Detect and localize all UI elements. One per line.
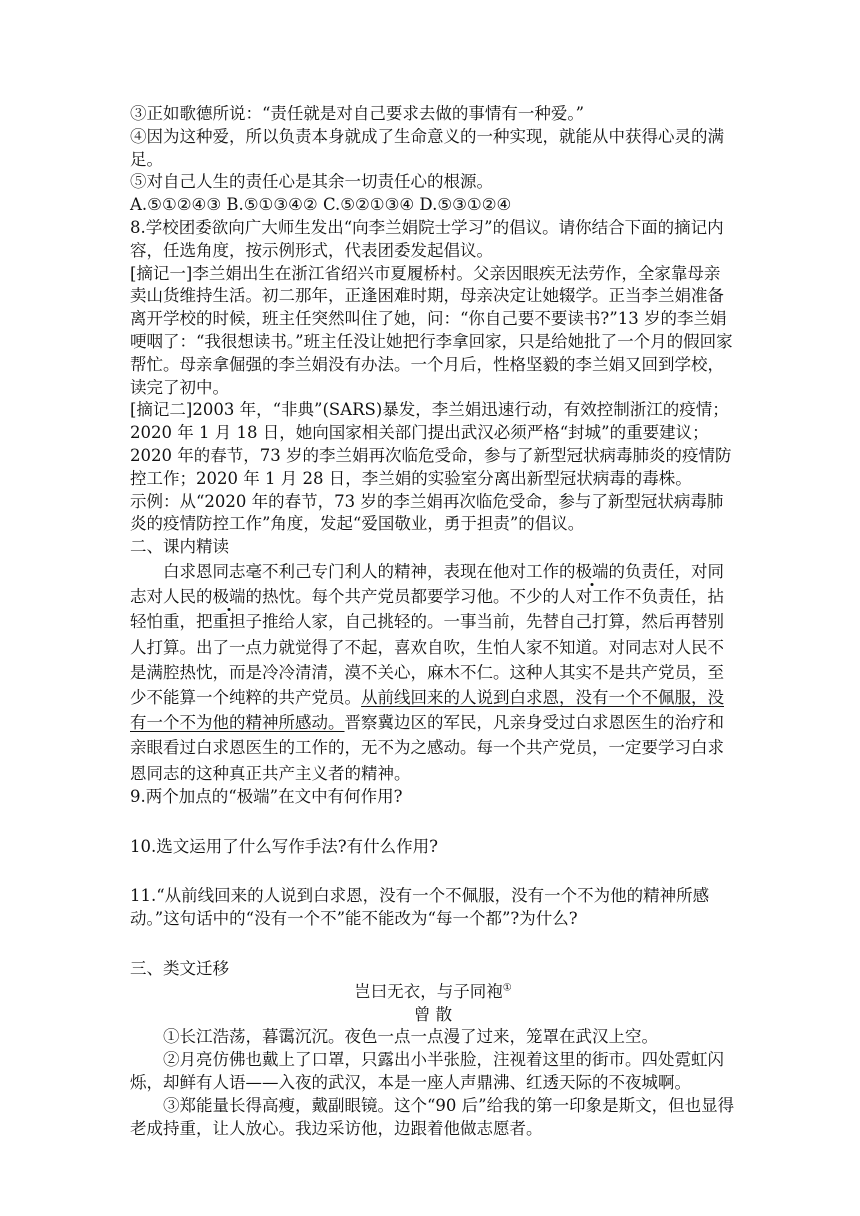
answer-space	[130, 931, 736, 958]
article-author: 曾 散	[413, 1004, 453, 1024]
article-paragraph-3: ③郑能量长得高瘦，戴副眼镜。这个“90 后”给我的第一印象是斯文，但也显得老成持重，让人放心。我边采访他，边跟着他做志愿者。	[130, 1095, 735, 1138]
answer-space	[130, 858, 736, 885]
article-title-text: 岂曰无衣，与子同袍	[354, 981, 503, 1001]
question-8: 8.学校团委欲向广大师生发出“向李兰娟院士学习”的倡议。请你结合下面的摘记内容，任选角度，按示例形式，代表团委发起倡议。	[130, 217, 724, 260]
question-10: 10.选文运用了什么写作手法?有什么作用?	[130, 836, 438, 856]
answer-space	[130, 809, 736, 836]
underlined-sentence: 从前线回来的人说到白求恩，没有一个不佩服，没有一个不为他的精神所感动。	[130, 687, 724, 733]
excerpt-1: [摘记一]李兰娟出生在浙江省绍兴市夏履桥村。父亲因眼疾无法劳作，全家靠母亲卖山货维持生活。初二那年，正逢困难时期，母亲决定让她辍学。正当李兰娟准备离开学校的时候，班主任突然叫住了她，问：“你自己要不要读书?”13 岁的李兰娟哽咽了：“我很想读书。”班主任没让她把行李拿回家，只是给她批了一个月的假回家帮忙。母亲拿倔强的李兰娟没有办法。一个月后，性格坚毅的李兰娟又回到学校，读完了初中。	[130, 263, 733, 397]
reading-passage	[130, 559, 736, 786]
option-item-4: ④因为这种爱，所以负责本身就成了生命意义的一种实现，就能从中获得心灵的满足。	[130, 126, 724, 169]
excerpt-2: [摘记二]2003 年，“非典”(SARS)暴发，李兰娟迅速行动，有效控制浙江的疫情；2020 年 1 月 18 日，她向国家相关部门提出武汉必须严格“封城”的重要建议；2020 年的春节，73 岁的李兰娟再次临危受命，参与了新型冠状病毒肺炎的疫情防控工作；2020 年 1 月 28 日，李兰娟的实验室分离出新型冠状病毒的毒株。	[130, 400, 732, 488]
answer-choices: A.⑤①②④③ B.⑤①③④② C.⑤②①③④ D.⑤③①②④	[130, 195, 512, 215]
option-item-5: ⑤对自己人生的责任心是其余一切责任心的根源。	[130, 172, 493, 192]
question-9: 9.两个加点的“极端”在文中有何作用?	[130, 786, 403, 806]
passage-text-a: 白求恩同志毫不利己专门利人的精神，表现在他对工作的	[163, 561, 576, 581]
article-paragraph-2: ②月亮仿佛也戴上了口罩，只露出小半张脸，注视着这里的街市。四处霓虹闪烁，却鲜有人语——入夜的武汉，本是一座人声鼎沸、红透天际的不夜城啊。	[130, 1050, 724, 1092]
dotted-word-jiduan-2: 极端	[212, 587, 246, 607]
question-11: 11.“从前线回来的人说到白求恩，没有一个不佩服，没有一个不为他的精神所感动。”这句话中的“没有一个不”能不能改为“每一个都”?为什么?	[130, 886, 710, 929]
option-item-3: ③正如歌德所说：“责任就是对自己要求去做的事情有一种爱。”	[130, 104, 585, 123]
section-heading-2: 二、课内精读	[130, 537, 229, 557]
example: 示例：从“2020 年的春节，73 岁的李兰娟再次临危受命，参与了新型冠状病毒肺炎的疫情防控工作”角度，发起“爱国敬业，勇于担责”的倡议。	[130, 491, 724, 534]
passage-text-b: 的负责任，对同志对人民的	[130, 561, 724, 607]
dotted-word-jiduan: 极端	[575, 561, 609, 581]
passage-text-d: 晋察冀边区的军民，凡亲身受过白求恩医生的治疗和亲眼看过白求恩医生的工作的，无不为之感动。每一个共产党员，一定要学习白求恩同志的这种真正共产主义者的精神。	[130, 713, 724, 783]
footnote-marker: ①	[502, 982, 512, 994]
article-title	[130, 981, 736, 1004]
document-page	[130, 103, 736, 1140]
passage-text-c: 的热忱。每个共产党员都要学习他。不少的人对工作不负责任，拈轻怕重，把重担子推给人家，自己挑轻的。一事当前，先替自己打算，然后再替别人打算。出了一点力就觉得了不起，喜欢自吹，生怕人家不知道。对同志对人民不是满腔热忱，而是冷冷清清，漠不关心，麻木不仁。这种人其实不是共产党员，至少不能算一个纯粹的共产党员。	[130, 587, 724, 707]
section-heading-3: 三、类文迁移	[130, 958, 229, 978]
article-paragraph-1: ①长江浩荡，暮霭沉沉。夜色一点一点漫了过来，笼罩在武汉上空。	[163, 1027, 658, 1047]
